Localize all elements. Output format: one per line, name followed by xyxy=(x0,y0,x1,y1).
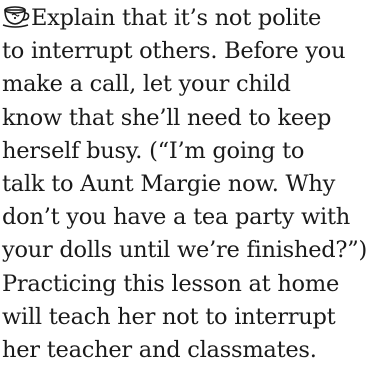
teacup-icon xyxy=(2,4,30,28)
tip-line-10: will teach her not to interrupt xyxy=(2,303,336,330)
tip-line-3: make a call, let your child xyxy=(2,71,291,98)
tip-line-4: know that she’ll need to keep xyxy=(2,104,332,131)
tip-line-7: don’t you have a tea party with xyxy=(2,204,350,231)
tip-paragraph xyxy=(2,2,380,367)
tip-line-9: Practicing this lesson at home xyxy=(2,270,340,297)
tip-line-6: talk to Aunt Margie now. Why xyxy=(2,170,336,197)
tip-line-1 xyxy=(2,2,380,35)
tip-line-5: herself busy. (“I’m going to xyxy=(2,137,305,164)
tip-line-text: Explain that it’s not polite xyxy=(31,5,322,31)
tip-line-11: her teacher and classmates. xyxy=(2,336,317,363)
tip-line-2: to interrupt others. Before you xyxy=(2,38,346,65)
tip-line-8: your dolls until we’re finished?”) xyxy=(2,237,368,264)
